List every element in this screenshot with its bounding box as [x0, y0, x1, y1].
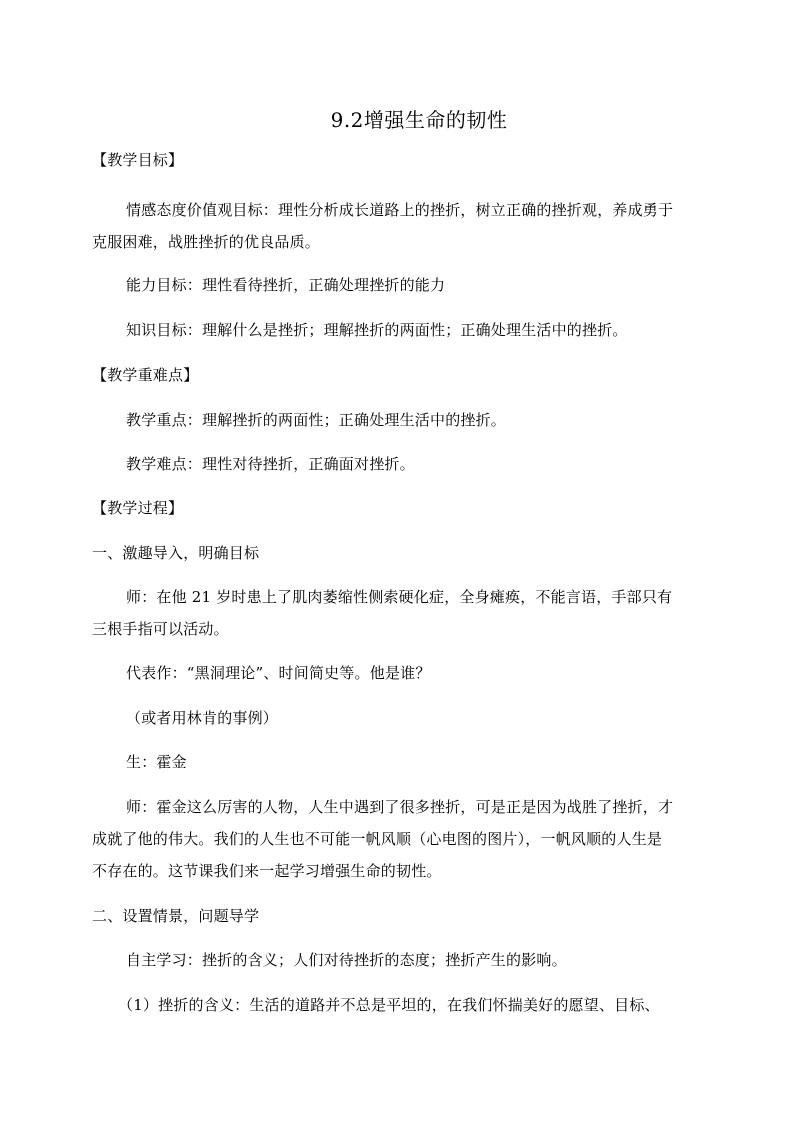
paragraph-self-study: 自主学习：挫折的含义；人们对待挫折的态度；挫折产生的影响。	[126, 951, 567, 969]
paragraph-teacher1-line1: 师：在他 21 岁时患上了肌肉萎缩性侧索硬化症，全身瘫痪，不能言语，手部只有	[126, 588, 673, 606]
part2-heading: 二、设置情景，问题导学	[92, 907, 260, 925]
paragraph-item1: （1）挫折的含义：生活的道路并不总是平坦的，在我们怀揣美好的愿望、目标、	[118, 996, 660, 1014]
paragraph-key-point: 教学重点：理解挫折的两面性；正确处理生活中的挫折。	[126, 411, 507, 429]
section-heading-keypoints: 【教学重难点】	[92, 366, 199, 384]
paragraph-student: 生：霍金	[126, 753, 187, 771]
paragraph-difficult-point: 教学难点：理性对待挫折，正确面对挫折。	[126, 455, 415, 473]
paragraph-teacher2-line2: 成就了他的伟大。我们的人生也不可能一帆风顺（心电图的图片），一帆风顺的人生是	[92, 830, 663, 848]
paragraph-teacher2-line1: 师：霍金这么厉害的人物，人生中遇到了很多挫折，可是正是因为战胜了挫折，才	[126, 798, 674, 816]
paragraph-teacher2-line3: 不存在的。这节课我们来一起学习增强生命的韧性。	[92, 862, 442, 880]
page-title: 9.2增强生命的韧性	[330, 108, 508, 132]
section-heading-process: 【教学过程】	[92, 499, 184, 517]
paragraph-goal-knowledge: 知识目标：理解什么是挫折；理解挫折的两面性；正确处理生活中的挫折。	[126, 321, 628, 339]
part1-heading: 一、激趣导入，明确目标	[92, 544, 260, 562]
paragraph-alt-example: （或者用林肯的事例）	[126, 709, 279, 727]
paragraph-goal-ability: 能力目标：理性看待挫折，正确处理挫折的能力	[126, 276, 446, 294]
section-heading-goals: 【教学目标】	[92, 151, 184, 169]
paragraph-teacher1-line2: 三根手指可以活动。	[92, 620, 229, 638]
paragraph-goal-emotion-line1: 情感态度价值观目标：理性分析成长道路上的挫折，树立正确的挫折观，养成勇于	[126, 201, 674, 219]
paragraph-works: 代表作：“黑洞理论”、时间简史等。他是谁？	[126, 664, 431, 682]
paragraph-goal-emotion-line2: 克服困难，战胜挫折的优良品质。	[92, 233, 321, 251]
